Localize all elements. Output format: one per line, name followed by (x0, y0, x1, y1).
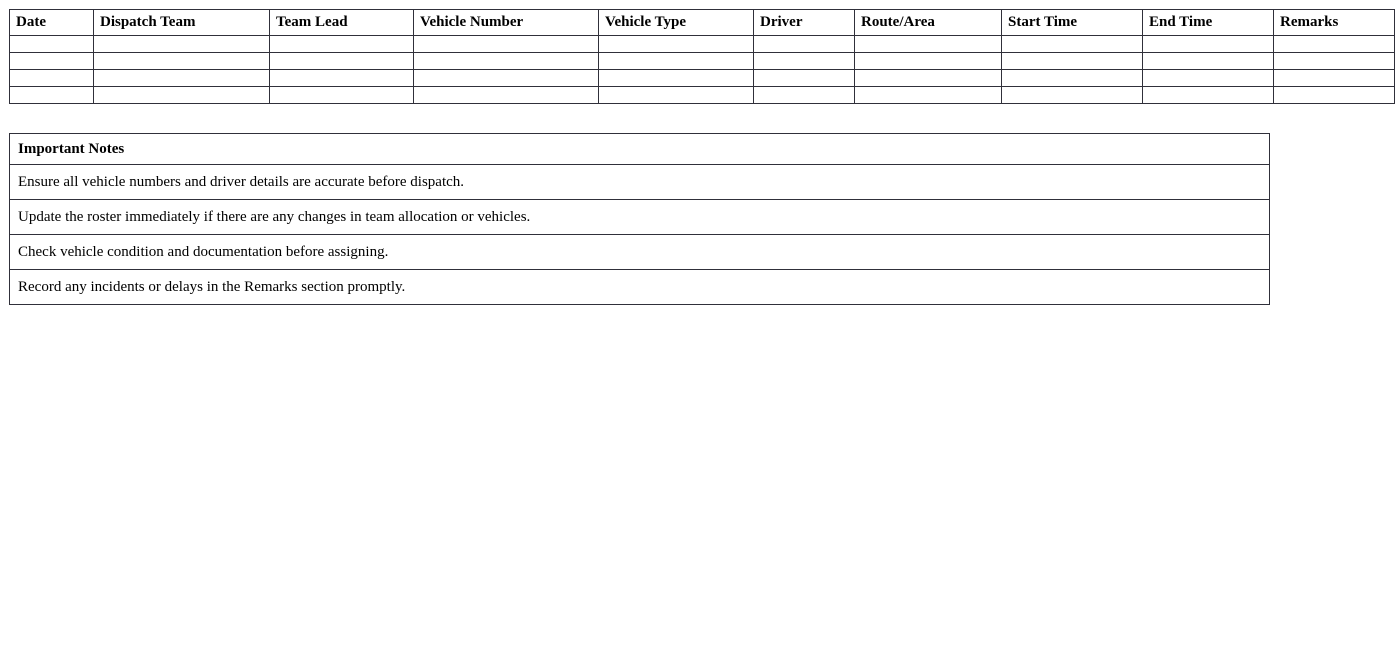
cell-vehicle-number[interactable] (414, 53, 599, 70)
column-header-start-time: Start Time (1002, 10, 1143, 36)
important-notes-header (10, 134, 1270, 165)
list-item (10, 235, 1270, 270)
cell-end-time[interactable] (1143, 53, 1274, 70)
column-header-dispatch-team: Dispatch Team (94, 10, 270, 36)
cell-team-lead[interactable] (270, 36, 414, 53)
important-notes-container (9, 133, 1270, 305)
dispatch-roster-body (10, 36, 1395, 104)
cell-start-time[interactable] (1002, 70, 1143, 87)
cell-date[interactable] (10, 87, 94, 104)
cell-route-area[interactable] (855, 87, 1002, 104)
cell-driver[interactable] (754, 53, 855, 70)
list-item (10, 200, 1270, 235)
table-row[interactable] (10, 87, 1395, 104)
cell-remarks[interactable] (1274, 36, 1395, 53)
note-text: Check vehicle condition and documentation before assigning. (10, 235, 1270, 270)
cell-team-lead[interactable] (270, 87, 414, 104)
cell-driver[interactable] (754, 36, 855, 53)
cell-vehicle-type[interactable] (599, 70, 754, 87)
cell-vehicle-number[interactable] (414, 36, 599, 53)
column-header-date: Date (10, 10, 94, 36)
notes-header-row (10, 134, 1270, 165)
table-row[interactable] (10, 36, 1395, 53)
cell-driver[interactable] (754, 70, 855, 87)
list-item (10, 270, 1270, 305)
cell-start-time[interactable] (1002, 53, 1143, 70)
cell-dispatch-team[interactable] (94, 87, 270, 104)
cell-dispatch-team[interactable] (94, 36, 270, 53)
cell-remarks[interactable] (1274, 70, 1395, 87)
cell-route-area[interactable] (855, 53, 1002, 70)
cell-start-time[interactable] (1002, 87, 1143, 104)
cell-vehicle-number[interactable] (414, 70, 599, 87)
dispatch-roster-table-container (9, 9, 1339, 104)
important-notes-body (10, 165, 1270, 305)
important-notes-table (9, 133, 1270, 305)
cell-vehicle-type[interactable] (599, 87, 754, 104)
cell-remarks[interactable] (1274, 87, 1395, 104)
column-header-team-lead: Team Lead (270, 10, 414, 36)
column-header-end-time: End Time (1143, 10, 1274, 36)
column-header-vehicle-number: Vehicle Number (414, 10, 599, 36)
cell-date[interactable] (10, 70, 94, 87)
cell-dispatch-team[interactable] (94, 53, 270, 70)
cell-route-area[interactable] (855, 70, 1002, 87)
cell-vehicle-number[interactable] (414, 87, 599, 104)
column-header-driver: Driver (754, 10, 855, 36)
cell-driver[interactable] (754, 87, 855, 104)
cell-team-lead[interactable] (270, 53, 414, 70)
column-header-remarks: Remarks (1274, 10, 1395, 36)
dispatch-roster-header (10, 10, 1395, 36)
cell-remarks[interactable] (1274, 53, 1395, 70)
column-header-route-area: Route/Area (855, 10, 1002, 36)
cell-end-time[interactable] (1143, 87, 1274, 104)
cell-team-lead[interactable] (270, 70, 414, 87)
note-text: Record any incidents or delays in the Remarks section promptly. (10, 270, 1270, 305)
notes-header-label: Important Notes (10, 134, 1270, 165)
cell-vehicle-type[interactable] (599, 53, 754, 70)
column-header-vehicle-type: Vehicle Type (599, 10, 754, 36)
cell-date[interactable] (10, 36, 94, 53)
cell-route-area[interactable] (855, 36, 1002, 53)
note-text: Update the roster immediately if there are any changes in team allocation or vehicles. (10, 200, 1270, 235)
table-row[interactable] (10, 70, 1395, 87)
cell-end-time[interactable] (1143, 70, 1274, 87)
note-text: Ensure all vehicle numbers and driver details are accurate before dispatch. (10, 165, 1270, 200)
cell-dispatch-team[interactable] (94, 70, 270, 87)
cell-vehicle-type[interactable] (599, 36, 754, 53)
table-row[interactable] (10, 53, 1395, 70)
dispatch-roster-table (9, 9, 1395, 104)
cell-date[interactable] (10, 53, 94, 70)
cell-start-time[interactable] (1002, 36, 1143, 53)
cell-end-time[interactable] (1143, 36, 1274, 53)
table-header-row (10, 10, 1395, 36)
list-item (10, 165, 1270, 200)
